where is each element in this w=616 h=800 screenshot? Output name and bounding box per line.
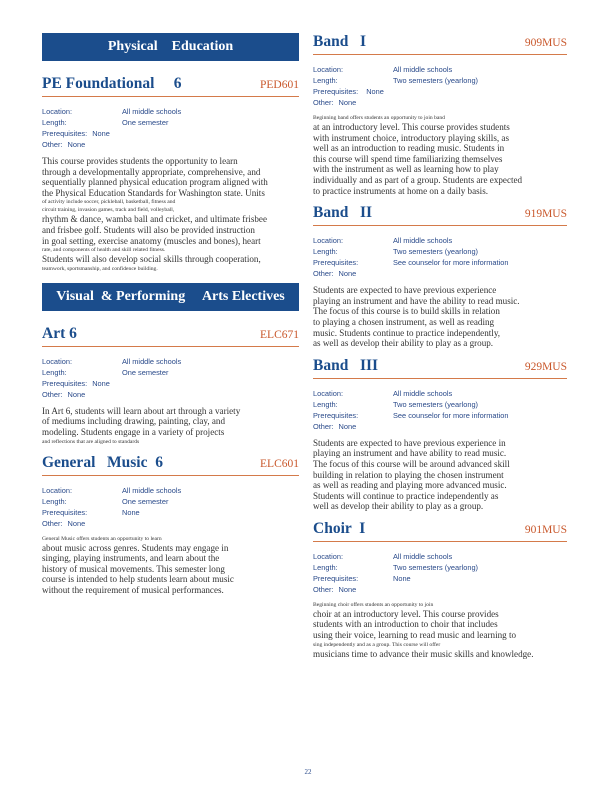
other-label: Other: (313, 98, 334, 107)
course-header (313, 520, 567, 542)
description-line: this course will spend time familiarizing themselves (313, 153, 503, 164)
description-line: and reflections that are aligned to standards (42, 438, 140, 445)
course-code: ELC601 (260, 457, 299, 470)
other-value: None (338, 421, 357, 431)
prerequisites-label: Prerequisites: (42, 378, 88, 388)
course-description (42, 406, 299, 446)
other-label: Other: (42, 140, 63, 149)
other-label: Other: (313, 584, 334, 594)
course-header (42, 325, 299, 347)
description-line: rate, and components of health and skill related fitness. (42, 247, 166, 254)
page-number: 22 (304, 768, 312, 776)
course-meta (313, 64, 567, 108)
course-art-6 (42, 325, 299, 446)
description-line: individually and as part of a group. Students are expected (313, 174, 523, 185)
course-header (313, 357, 567, 379)
description-line: In Art 6, students will learn about art through a variety (42, 405, 241, 416)
other-value: None (338, 98, 357, 107)
prerequisites-value: None (122, 507, 140, 517)
course-description (313, 601, 567, 659)
course-title: Band II (313, 204, 373, 222)
course-title: PE Foundational 6 (42, 75, 182, 92)
location-value: All middle schools (122, 485, 182, 495)
course-meta (313, 551, 567, 595)
length-value: Two semesters (yearlong) (393, 76, 479, 85)
location-label: Location: (313, 388, 343, 398)
prerequisites-value: See counselor for more information (393, 410, 509, 420)
description-line: sing independently and as a group. This course will offer (313, 641, 441, 648)
course-description (42, 156, 299, 273)
description-line: course is intended to help students learn about music (42, 574, 234, 585)
course-title: Band I (313, 33, 366, 50)
course-band-3 (313, 357, 567, 512)
length-label: Length: (42, 496, 67, 506)
course-title: General Music 6 (42, 453, 163, 471)
location-value: All middle schools (393, 388, 453, 398)
course-meta (313, 388, 567, 432)
course-code: 919MUS (524, 208, 567, 221)
description-line: of mediums including drawing, painting, clay, and (42, 416, 226, 427)
description-line: This course provides students the opportunity to learn (42, 156, 238, 166)
length-label: Length: (42, 367, 67, 377)
description-line: playing an instrument and have the ability to read music. (313, 295, 520, 306)
description-line: Beginning band offers students an opportunity to join band (313, 115, 445, 121)
course-code: 929MUS (524, 360, 567, 373)
course-general-music-6 (42, 454, 299, 596)
location-value: All middle schools (122, 356, 182, 366)
description-line: to practice instruments at home on a daily basis. (313, 185, 489, 196)
other-label: Other: (42, 389, 63, 399)
description-line: musicians time to advance their music skills and knowledge. (313, 648, 534, 659)
description-line: circuit training, invasion games, track and field, volleyball, (42, 207, 175, 214)
description-line: Students are expected to have previous experience (313, 285, 497, 296)
course-description (42, 535, 299, 596)
description-line: sequentially planned physical education program aligned with (42, 177, 268, 188)
course-band-2 (313, 204, 567, 349)
location-label: Location: (42, 485, 72, 495)
other-label: Other: (42, 518, 63, 528)
course-meta (42, 485, 299, 529)
location-value: All middle schools (393, 236, 453, 246)
other-value: None (67, 518, 86, 528)
description-line: rhythm & dance, wamba ball and cricket, and ultimate frisbee (42, 214, 267, 225)
description-line: using their voice, learning to read music and learning to (313, 630, 517, 641)
description-line: playing an instrument and have ability to read music. (313, 448, 507, 459)
description-line: General Music offers students an opportunity to learn (42, 535, 162, 542)
course-choir-1 (313, 520, 567, 659)
other-value: None (338, 269, 357, 279)
course-band-1 (313, 33, 567, 196)
prerequisites-label: Prerequisites: (313, 258, 359, 268)
prerequisites-value: None (393, 573, 411, 583)
location-label: Location: (42, 356, 72, 366)
length-label: Length: (313, 247, 338, 257)
description-line: through a developmentally appropriate, comprehensive, and (42, 166, 261, 177)
prerequisites-label: Prerequisites: (42, 129, 88, 138)
course-meta (42, 356, 299, 400)
prerequisites-label: Prerequisites: (313, 410, 359, 420)
description-line: with instrument choice, introductory playing skills, as (313, 132, 509, 143)
description-line: modeling. Students engage in a variety of projects (42, 426, 225, 437)
description-line: music. Students continue to practice independently, (313, 327, 501, 338)
course-pe-foundational (42, 75, 299, 273)
description-line: choir at an introductory level. This course provides (313, 608, 499, 619)
course-meta (313, 235, 567, 279)
description-line: teamwork, sportsmanship, and confidence building. (42, 265, 158, 272)
length-value: One semester (122, 118, 169, 127)
course-title: Art 6 (42, 324, 77, 342)
description-line: building in relation to playing the chosen instrument (313, 469, 504, 480)
prerequisites-label: Prerequisites: (313, 87, 359, 96)
prerequisites-value: See counselor for more information (393, 258, 509, 268)
description-line: history of musical movements. This semester long (42, 563, 225, 574)
location-label: Location: (313, 551, 343, 561)
length-value: One semester (122, 367, 169, 377)
description-line: to playing a chosen instrument, as well as reading (313, 316, 495, 327)
course-code: ELC671 (260, 328, 299, 341)
description-line: students with an introduction to choir that includes (313, 619, 498, 630)
description-line: Students will continue to practice independently as (313, 490, 499, 501)
description-line: without the requirement of musical performances. (42, 584, 224, 595)
location-label: Location: (313, 236, 343, 246)
location-value: All middle schools (393, 65, 453, 74)
prerequisites-value: None (92, 129, 110, 138)
prerequisites-label: Prerequisites: (313, 573, 359, 583)
description-line: about music across genres. Students may engage in (42, 542, 229, 553)
course-description (313, 114, 567, 196)
left-column (42, 33, 299, 604)
description-line: well as an introduction to reading music. Students in (313, 143, 505, 154)
course-code: 909MUS (524, 37, 567, 49)
prerequisites-label: Prerequisites: (42, 507, 88, 517)
other-value: None (67, 389, 86, 399)
length-label: Length: (313, 399, 338, 409)
visual-performing-arts-banner: Visual & Performing Arts Electives (42, 283, 299, 311)
other-label: Other: (313, 421, 334, 431)
course-header (42, 454, 299, 476)
length-value: Two semesters (yearlong) (393, 399, 479, 409)
course-description (313, 285, 567, 349)
other-label: Other: (313, 269, 334, 279)
prerequisites-value: None (366, 87, 384, 96)
course-description (313, 438, 567, 512)
description-line: The focus of this course is to build skills in relation (313, 306, 500, 317)
course-code: PED601 (260, 79, 299, 91)
physical-education-banner: Physical Education (42, 33, 299, 61)
description-line: The focus of this course will be around advanced skill (313, 458, 510, 469)
description-line: and frisbee golf. Students will also be provided instruction (42, 224, 255, 235)
length-value: Two semesters (yearlong) (393, 247, 479, 257)
location-value: All middle schools (122, 107, 182, 116)
other-value: None (338, 584, 357, 594)
course-header (313, 204, 567, 226)
description-line: as well as reading and playing more advanced music. (313, 480, 507, 491)
length-value: One semester (122, 496, 169, 506)
course-header (42, 75, 299, 97)
course-code: 901MUS (524, 523, 567, 536)
description-line: Students are expected to have previous experience in (313, 437, 506, 448)
course-header (313, 33, 567, 55)
description-line: with the instrument as well as learning how to play (313, 164, 499, 175)
length-value: Two semesters (yearlong) (393, 562, 479, 572)
description-line: Students will also develop social skills through cooperation, (42, 254, 261, 265)
description-line: singing, playing instruments, and learn about the (42, 553, 220, 564)
prerequisites-value: None (92, 378, 110, 388)
location-value: All middle schools (393, 551, 453, 561)
course-title: Choir I (313, 519, 366, 537)
description-line: as well as develop their ability to play as a group. (313, 338, 494, 349)
description-line: well as develop their ability to play as a group. (313, 501, 484, 512)
course-title: Band III (313, 356, 379, 374)
length-label: Length: (42, 118, 67, 127)
description-line: at an introductory level. This course provides students (313, 122, 510, 132)
location-label: Location: (42, 107, 72, 116)
length-label: Length: (313, 76, 338, 85)
description-line: the Physical Education Standards for Washington state. Units (42, 187, 265, 198)
right-column (313, 33, 567, 667)
location-label: Location: (313, 65, 343, 74)
description-line: Beginning choir offers students an opportunity to join (313, 601, 434, 608)
course-meta (42, 106, 299, 150)
other-value: None (67, 140, 86, 149)
description-line: of activity include soccer, pickleball, basketball, fitness and (42, 199, 176, 206)
length-label: Length: (313, 562, 338, 572)
description-line: in goal setting, exercise anatomy (muscles and bones), heart (42, 235, 261, 246)
